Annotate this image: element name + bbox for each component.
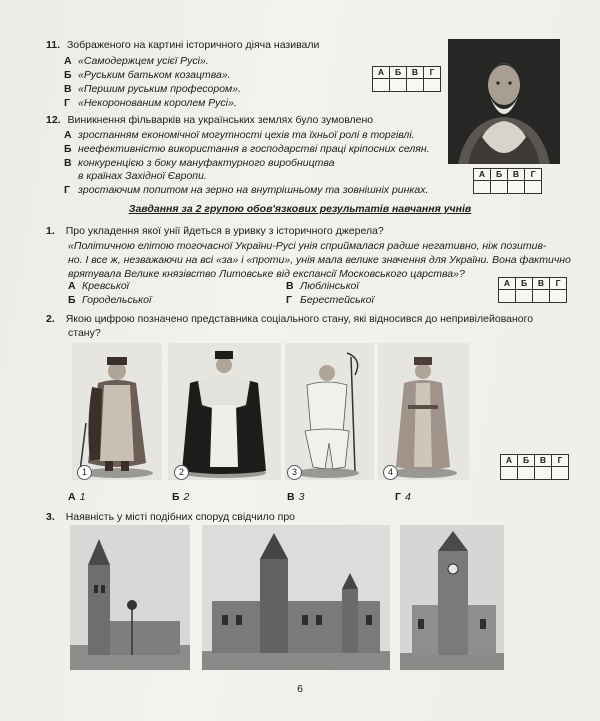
- q12-option-a[interactable]: А зростанням економічної могутності цехів та їхньої ролі в торгівлі.: [64, 129, 415, 141]
- q11-answer-grid[interactable]: А Б В Г: [372, 66, 441, 92]
- s1-option-a[interactable]: А Кревської: [68, 280, 130, 292]
- s2-option-b[interactable]: Б 2: [172, 491, 190, 503]
- s3-number: 3.: [46, 511, 55, 523]
- q12-answer-grid[interactable]: А Б В Г: [473, 168, 542, 194]
- q11-option-d[interactable]: Г «Некоронованим королем Русі».: [64, 97, 237, 109]
- s2-number: 2.: [46, 313, 55, 325]
- s1-quote-line-3: врятувала Велике князівство Литовське від експансії Московського царства»?: [68, 268, 465, 280]
- q12-option-c[interactable]: В конкуренцією з боку мануфактурного виробництва: [64, 157, 335, 169]
- figure-1-number: 1: [77, 465, 92, 480]
- figure-2-number: 2: [174, 465, 189, 480]
- q12-option-d[interactable]: Г зростаючим попитом на зерно на внутрішньому та зовнішніх ринках.: [64, 184, 429, 196]
- figure-4-number: 4: [383, 465, 398, 480]
- q12-stem: [46, 114, 373, 127]
- s1-quote-line-1: «Політичною елітою тогочасної України-Русі унія сприймалася радше негативно, ніж позитив-: [68, 240, 547, 252]
- q11-option-a[interactable]: А «Самодержцем усієї Русі».: [64, 55, 209, 67]
- s2-option-d[interactable]: Г 4: [395, 491, 411, 503]
- s2-option-a[interactable]: А 1: [68, 491, 86, 503]
- q11-text: Зображеного на картині історичного діяча називали: [66, 39, 320, 51]
- q11-stem: [46, 39, 319, 52]
- s1-stem: [46, 225, 384, 238]
- section-title: Завдання за 2 групою обов'язкових результатів навчання учнів: [128, 203, 472, 215]
- building-photo-2: [202, 525, 390, 670]
- q12-text: Виникнення фільварків на українських землях було зумовлено: [67, 114, 374, 126]
- s1-answer-grid[interactable]: А Б В Г: [498, 277, 567, 303]
- s1-option-c[interactable]: В Люблінської: [286, 280, 359, 292]
- s1-quote-line-2: но. І все ж, незважаючи на всі «за» і «проти», унія мала велике значення для України. Вона фактично: [68, 254, 571, 266]
- q11-option-c[interactable]: В «Першим руським професором».: [64, 83, 242, 95]
- figure-1-noble: [72, 343, 162, 480]
- q12-option-c-continued: в країнах Західної Європи.: [78, 170, 207, 182]
- figure-4-burgher: [378, 343, 469, 480]
- q12-option-b[interactable]: Б неефективністю використання в господарстві праці кріпосних селян.: [64, 143, 430, 155]
- page-number: 6: [297, 683, 303, 695]
- building-photo-3: [400, 525, 504, 670]
- s1-option-b[interactable]: Б Городельської: [68, 294, 152, 306]
- figure-3-number: 3: [287, 465, 302, 480]
- s1-option-d[interactable]: Г Берестейської: [286, 294, 374, 306]
- s3-stem: [46, 511, 295, 524]
- s3-text: Наявність у місті подібних споруд свідчило про: [65, 511, 296, 523]
- figure-3-peasant: [285, 343, 374, 480]
- s2-stem: [46, 313, 533, 326]
- figure-2-cleric: [168, 343, 281, 480]
- s2-text-line-2: стану?: [68, 327, 101, 339]
- q11-number: 11.: [46, 39, 61, 51]
- building-photo-1: [70, 525, 190, 670]
- q11-option-b[interactable]: Б «Руським батьком козацтва».: [64, 69, 231, 81]
- portrait-image: [448, 39, 560, 164]
- q12-number: 12.: [46, 114, 61, 126]
- s1-number: 1.: [46, 225, 55, 237]
- s2-option-c[interactable]: В 3: [287, 491, 305, 503]
- s2-answer-grid[interactable]: А Б В Г: [500, 454, 569, 480]
- s2-text-line-1: Якою цифрою позначено представника соціального стану, які відносився до непривілейованого: [65, 313, 534, 325]
- s1-text: Про укладення якої унії йдеться в уривку з історичного джерела?: [65, 225, 384, 237]
